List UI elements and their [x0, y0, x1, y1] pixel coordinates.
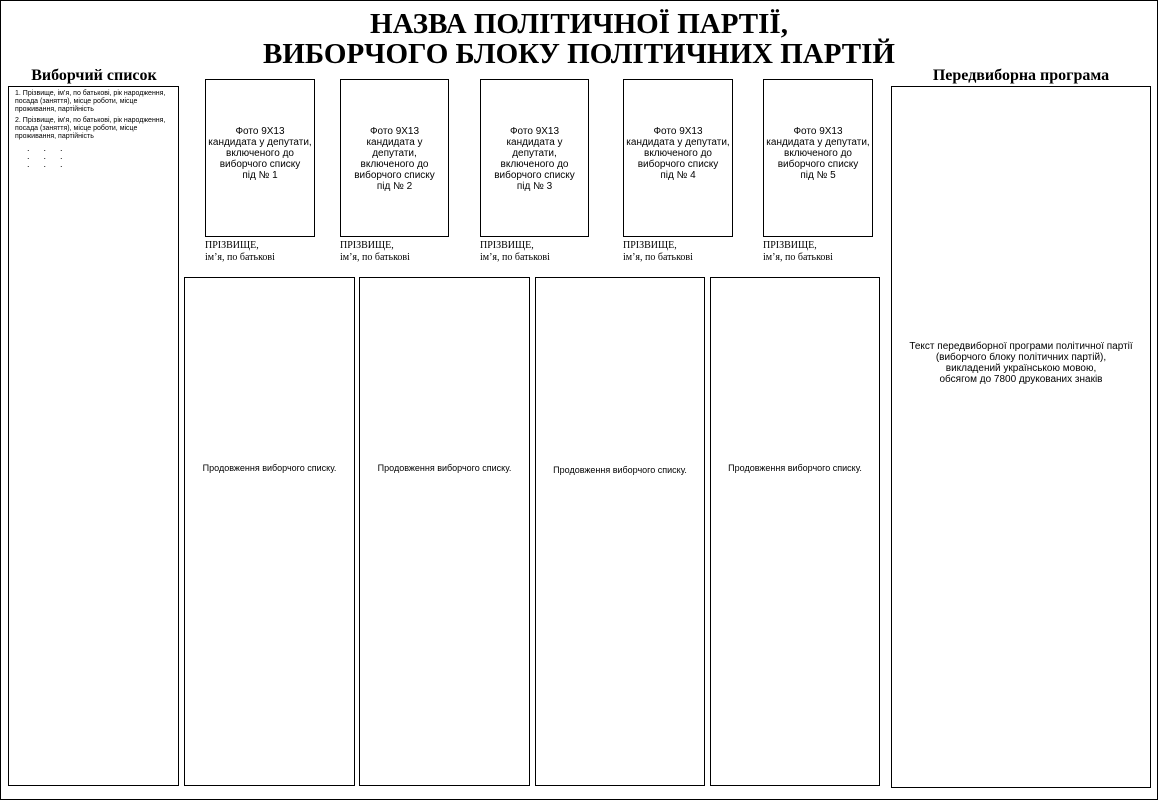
candidate-photo-1 — [205, 79, 315, 237]
continuation-text: Продовження виборчого списку. — [377, 463, 512, 473]
candidate-name-5 — [763, 240, 833, 264]
list-entry-2: 2. Прізвище, ім’я, по батькові, рік народження, посада (заняття), місце роботи, місце проживання, партійність — [15, 117, 166, 140]
program-heading: Передвиборна програма — [932, 67, 1110, 84]
photo-caption: під № 1 — [242, 170, 278, 181]
candidate-given-names: ім’я, по батькові — [623, 252, 693, 263]
photo-caption: під № 5 — [800, 170, 836, 181]
photo-caption: кандидата у депутати, — [208, 137, 312, 148]
candidate-surname: ПРІЗВИЩЕ, — [763, 240, 817, 251]
photo-caption: включеного до — [360, 159, 429, 170]
photo-caption: під № 3 — [516, 181, 553, 192]
photo-caption: включеного до — [226, 148, 294, 159]
continuation-text: Продовження виборчого списку. — [728, 463, 862, 473]
page-title-line-2: ВИБОРЧОГО БЛОКУ ПОЛІТИЧНИХ ПАРТІЙ — [263, 38, 895, 70]
photo-caption: виборчого списку — [637, 159, 719, 170]
page-title-line-1: НАЗВА ПОЛІТИЧНОЇ ПАРТІЇ, — [370, 8, 788, 40]
photo-caption: Фото 9Х13 — [235, 126, 285, 137]
candidate-photo-4 — [623, 79, 733, 237]
list-entry-1: 1. Прізвище, ім’я, по батькові, рік народження, посада (заняття), місце роботи, місце проживання, партійність — [15, 90, 166, 113]
continuation-text: Продовження виборчого списку. — [202, 463, 337, 473]
candidate-given-names: ім’я, по батькові — [340, 252, 410, 263]
program-text-line: Текст передвиборної програми політичної партії — [909, 341, 1133, 352]
photo-caption: включеного до — [784, 148, 852, 159]
list-continuation-column-4 — [710, 277, 880, 786]
candidate-photo-2 — [340, 79, 449, 237]
photo-caption: кандидата у депутати, — [366, 137, 423, 159]
electoral-list-heading: Виборчий список — [31, 67, 157, 84]
candidate-given-names: ім’я, по батькові — [205, 252, 275, 263]
candidate-surname: ПРІЗВИЩЕ, — [480, 240, 534, 251]
program-box — [891, 86, 1151, 788]
photo-caption: виборчого списку — [494, 170, 575, 181]
photo-caption: Фото 9Х13 — [369, 126, 420, 137]
candidate-name-4 — [623, 240, 693, 264]
candidate-surname: ПРІЗВИЩЕ, — [340, 240, 394, 251]
candidate-surname: ПРІЗВИЩЕ, — [623, 240, 677, 251]
program-text-line: обсягом до 7800 друкованих знаків — [939, 374, 1103, 385]
photo-caption: виборчого списку — [777, 159, 859, 170]
photo-caption: включеного до — [644, 148, 712, 159]
photo-caption: включеного до — [500, 159, 569, 170]
photo-caption: під № 2 — [376, 181, 413, 192]
photo-caption: кандидата у депутати, — [626, 137, 730, 148]
photo-caption: виборчого списку — [219, 159, 301, 170]
candidate-name-2 — [340, 240, 410, 264]
photo-caption: кандидата у депутати, — [766, 137, 870, 148]
list-continuation-column-1 — [184, 277, 355, 786]
list-continuation-column-3 — [535, 277, 705, 786]
electoral-list-box — [8, 86, 179, 786]
photo-caption: виборчого списку — [354, 170, 435, 181]
candidate-name-1 — [205, 240, 275, 264]
list-continuation-column-2 — [359, 277, 530, 786]
candidate-photo-5 — [763, 79, 873, 237]
program-text-line: (виборчого блоку політичних партій), — [935, 352, 1107, 363]
candidate-name-3 — [480, 240, 550, 264]
photo-caption: Фото 9Х13 — [653, 126, 703, 137]
photo-caption: Фото 9Х13 — [509, 126, 560, 137]
candidate-photo-3 — [480, 79, 589, 237]
candidate-given-names: ім’я, по батькові — [480, 252, 550, 263]
photo-caption: під № 4 — [660, 170, 696, 181]
candidate-given-names: ім’я, по батькові — [763, 252, 833, 263]
list-continuation-dots: . . . . . . . . . — [27, 143, 63, 169]
continuation-text: Продовження виборчого списку. — [553, 465, 687, 475]
candidate-surname: ПРІЗВИЩЕ, — [205, 240, 259, 251]
photo-caption: Фото 9Х13 — [793, 126, 843, 137]
photo-caption: кандидата у депутати, — [506, 137, 563, 159]
program-text — [892, 341, 1150, 385]
program-text-line: викладений українською мовою, — [945, 363, 1097, 374]
